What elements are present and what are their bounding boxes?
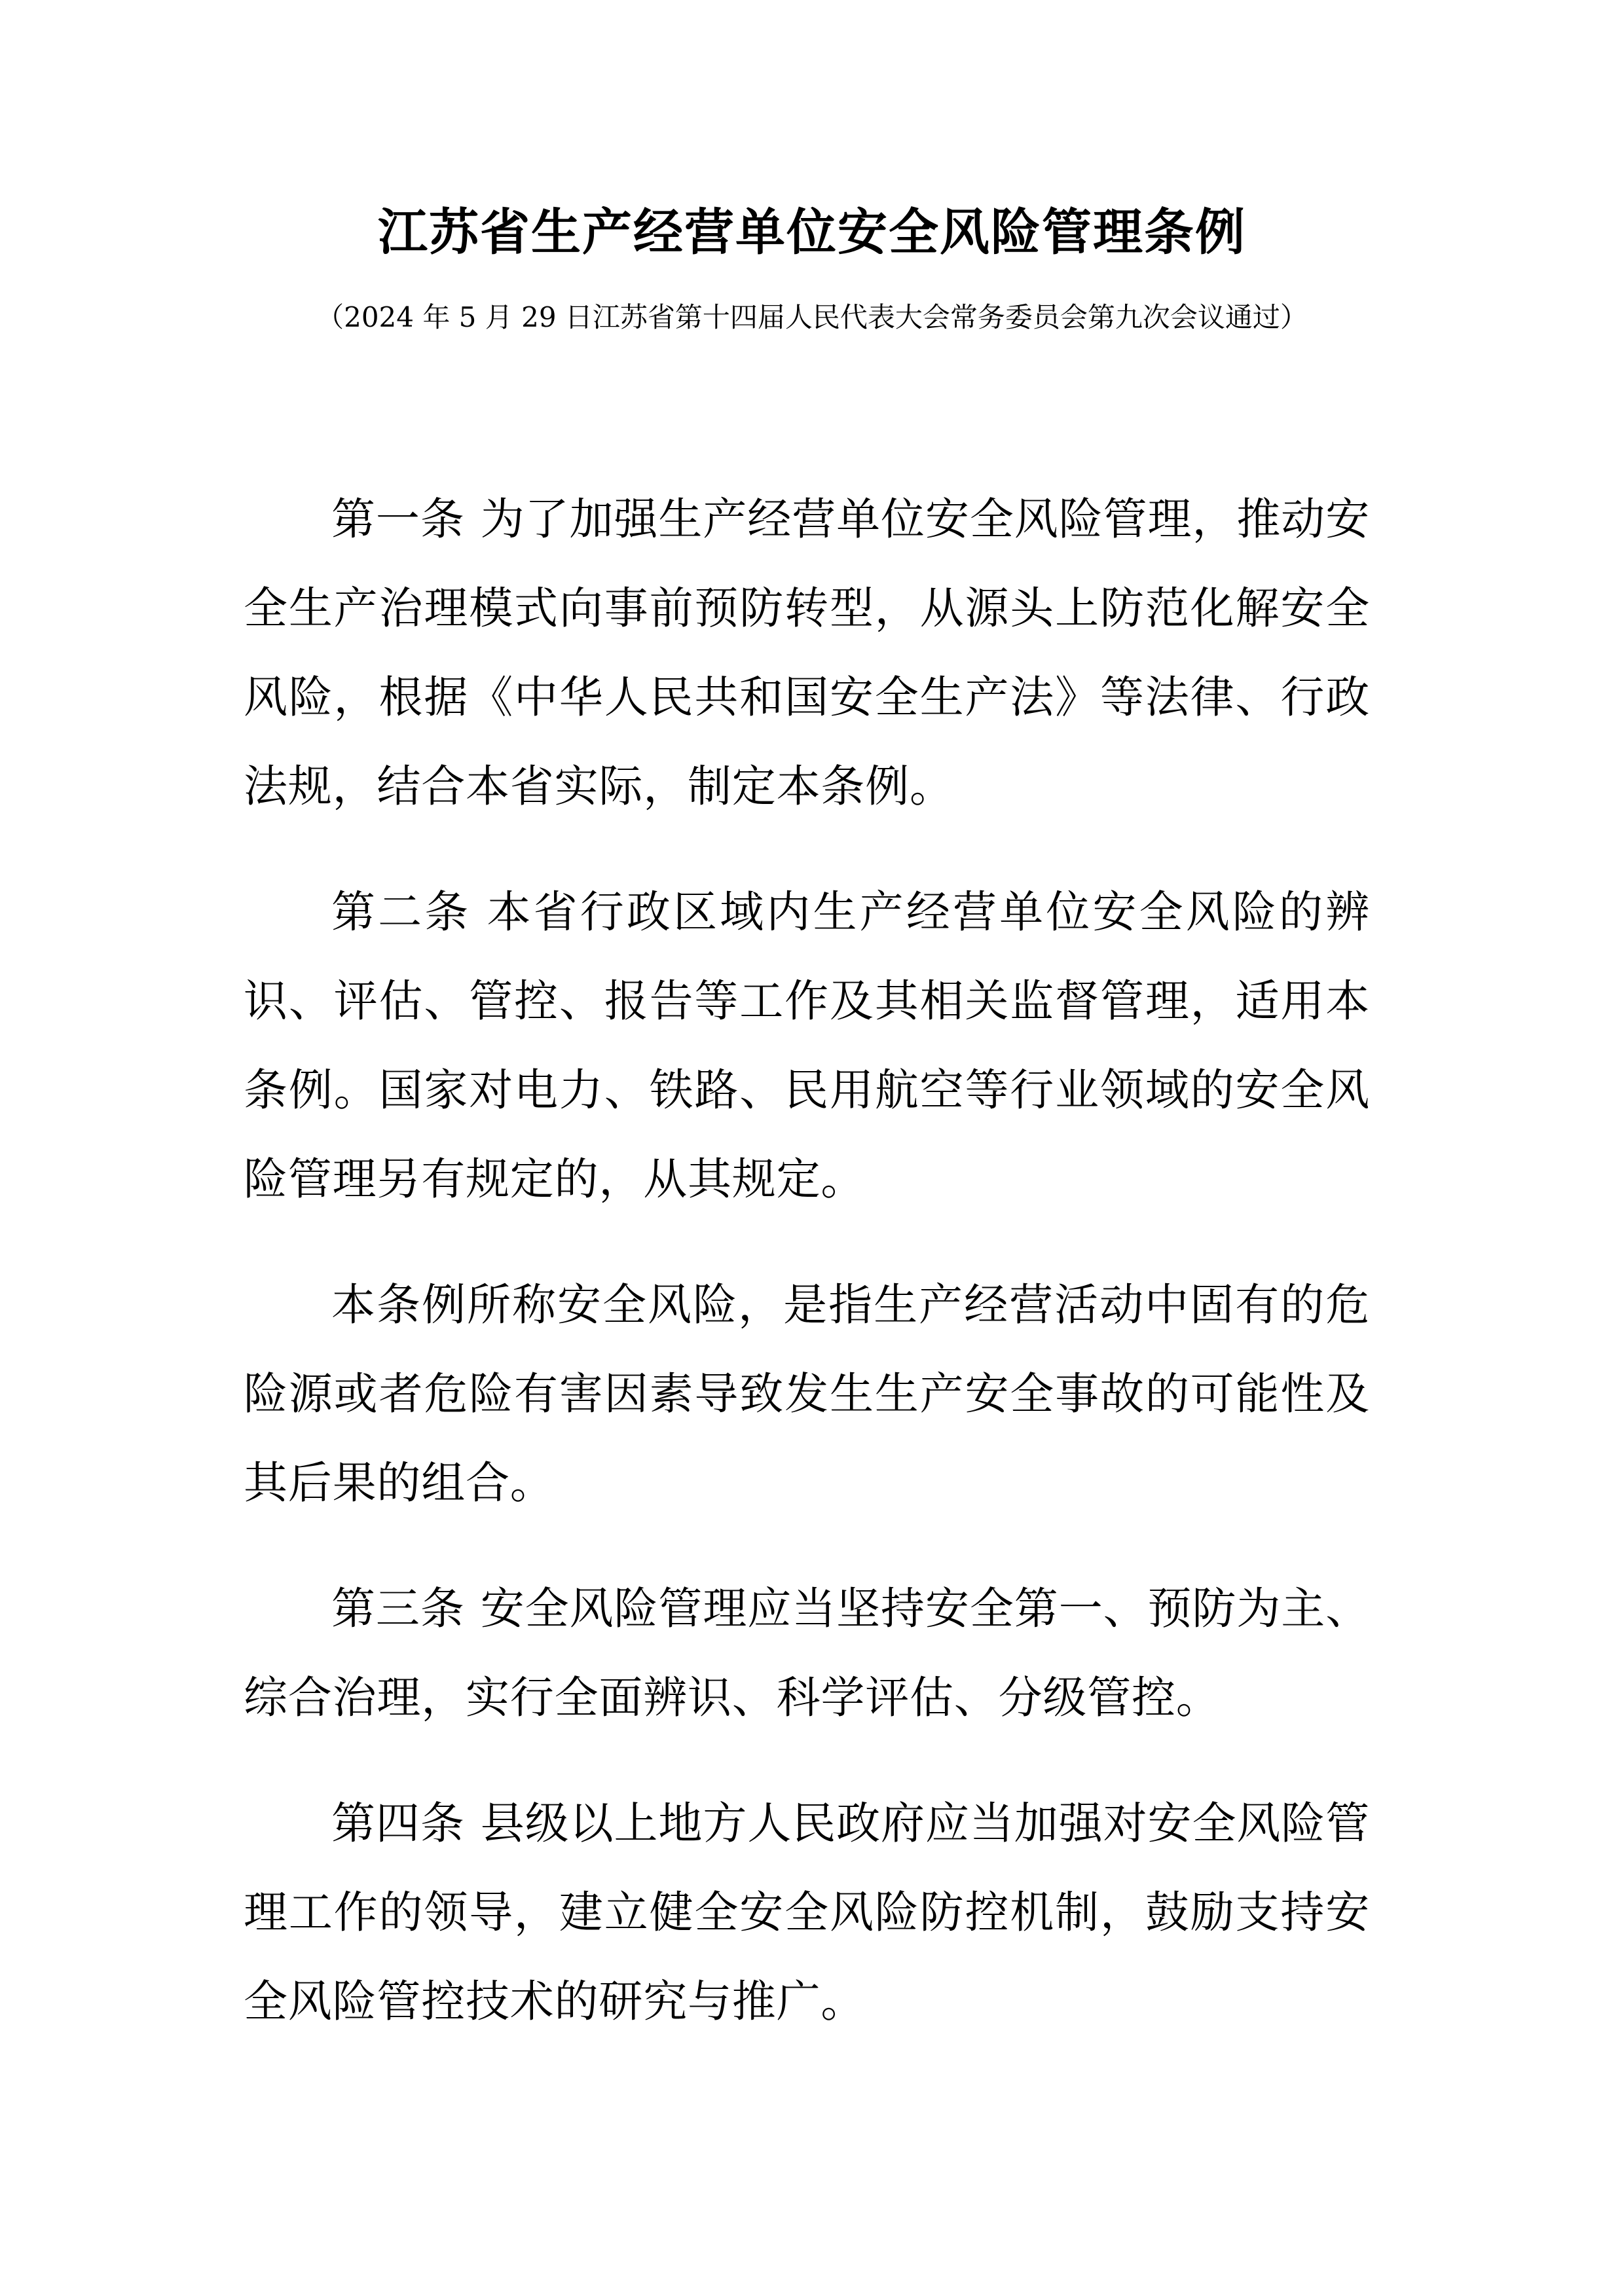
paragraph-text: 为了加强生产经营单位安全风险管理，推动安全生产治理模式向事前预防转型，从源头上防范化解安全风险，根据《中华人民共和国安全生产法》等法律、行政法规，结合本省实际，制定本条例。 xyxy=(244,494,1371,812)
paragraph-article-2 xyxy=(244,867,1370,1224)
paragraph-article-3 xyxy=(244,1564,1370,1742)
paragraph-text: 县级以上地方人民政府应当加强对安全风险管理工作的领导，建立健全安全风险防控机制，鼓励支持安全风险管控技术的研究与推广。 xyxy=(244,1798,1371,2027)
document-body xyxy=(244,475,1370,2083)
document-subtitle: （2024 年 5 月 29 日江苏省第十四届人民代表大会常务委员会第九次会议通过） xyxy=(316,301,1308,333)
article-number: 第三条 xyxy=(331,1583,465,1634)
paragraph-text: 安全风险管理应当坚持安全第一、预防为主、综合治理，实行全面辨识、科学评估、分级管控。 xyxy=(244,1583,1371,1723)
document-title: 江苏省生产经营单位安全风险管理条例 xyxy=(378,203,1246,261)
article-number: 第一条 xyxy=(331,494,465,545)
paragraph-article-4 xyxy=(244,1779,1370,2046)
paragraph-text: 本条例所称安全风险，是指生产经营活动中固有的危险源或者危险有害因素导致发生生产安全事故的可能性及其后果的组合。 xyxy=(244,1279,1370,1508)
paragraph-article-1 xyxy=(244,475,1370,831)
article-number: 第二条 xyxy=(331,886,471,938)
paragraph-article-2-definition xyxy=(244,1260,1370,1527)
article-number: 第四条 xyxy=(331,1798,465,1849)
paragraph-text: 本省行政区域内生产经营单位安全风险的辨识、评估、管控、报告等工作及其相关监督管理，适用本条例。国家对电力、铁路、民用航空等行业领域的安全风险管理另有规定的，从其规定。 xyxy=(244,886,1371,1205)
